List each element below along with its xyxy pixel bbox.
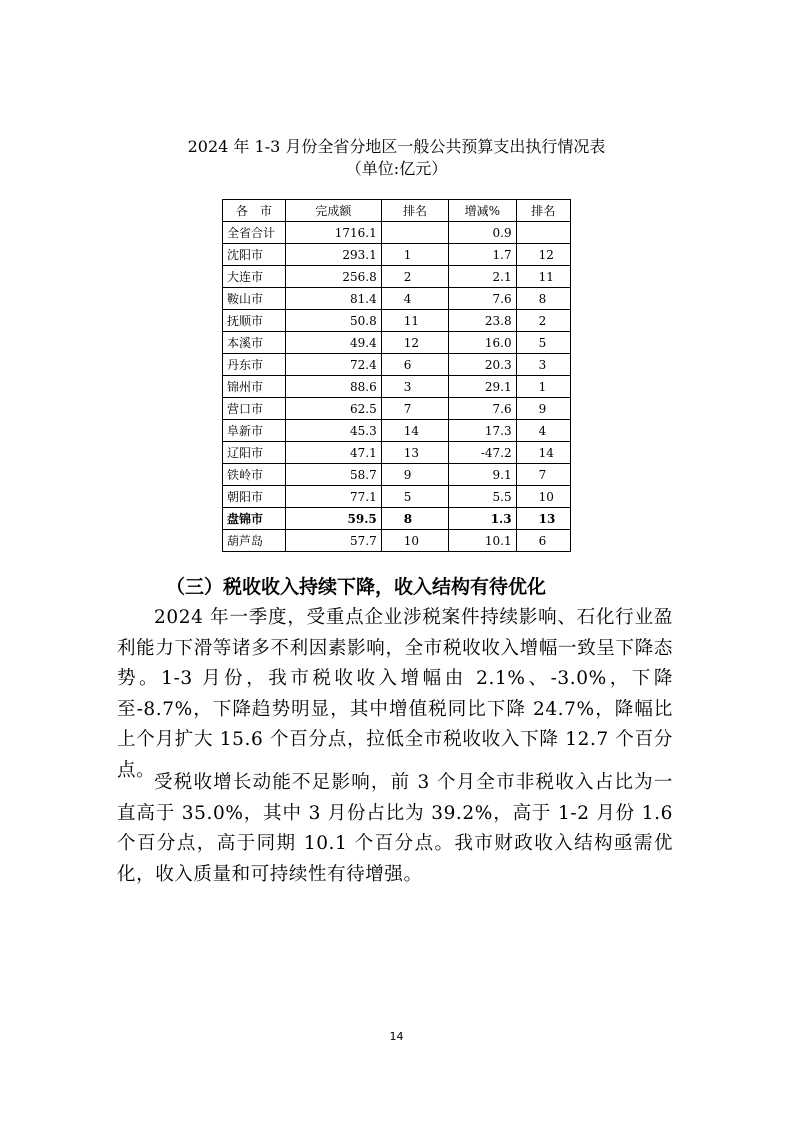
table-row (223, 530, 571, 552)
cell-change-rank: 13 (516, 508, 570, 530)
cell-rank (381, 222, 448, 244)
header-rank: 排名 (381, 200, 448, 222)
cell-amount: 47.1 (286, 442, 382, 464)
table-row (223, 288, 571, 310)
cell-city: 沈阳市 (223, 244, 286, 266)
cell-rank: 9 (381, 464, 448, 486)
cell-city: 抚顺市 (223, 310, 286, 332)
cell-city: 锦州市 (223, 376, 286, 398)
cell-amount: 59.5 (286, 508, 382, 530)
cell-city: 全省合计 (223, 222, 286, 244)
table-row (223, 354, 571, 376)
cell-change: 7.6 (449, 398, 516, 420)
cell-change-rank: 10 (516, 486, 570, 508)
table-row (223, 464, 571, 486)
cell-rank: 6 (381, 354, 448, 376)
cell-amount: 50.8 (286, 310, 382, 332)
table-row (223, 420, 571, 442)
cell-city: 朝阳市 (223, 486, 286, 508)
table-row (223, 244, 571, 266)
cell-amount: 1716.1 (286, 222, 382, 244)
table-row (223, 442, 571, 464)
cell-change: 20.3 (449, 354, 516, 376)
cell-change-rank: 4 (516, 420, 570, 442)
cell-rank: 14 (381, 420, 448, 442)
section-heading: （三）税收收入持续下降，收入结构有待优化 (166, 576, 547, 598)
cell-amount: 77.1 (286, 486, 382, 508)
cell-amount: 62.5 (286, 398, 382, 420)
cell-amount: 256.8 (286, 266, 382, 288)
cell-city: 鞍山市 (223, 288, 286, 310)
cell-city: 葫芦岛 (223, 530, 286, 552)
cell-change: 1.3 (449, 508, 516, 530)
cell-rank: 12 (381, 332, 448, 354)
cell-change: 5.5 (449, 486, 516, 508)
cell-change-rank: 6 (516, 530, 570, 552)
table-row (223, 266, 571, 288)
cell-city: 辽阳市 (223, 442, 286, 464)
cell-change-rank (516, 222, 570, 244)
table-row (223, 310, 571, 332)
cell-amount: 58.7 (286, 464, 382, 486)
cell-change-rank: 9 (516, 398, 570, 420)
cell-amount: 88.6 (286, 376, 382, 398)
cell-city: 营口市 (223, 398, 286, 420)
table-header-row (223, 200, 571, 222)
cell-change: 9.1 (449, 464, 516, 486)
cell-rank: 10 (381, 530, 448, 552)
cell-change: 7.6 (449, 288, 516, 310)
cell-change: -47.2 (449, 442, 516, 464)
paragraph-nontax-revenue: 受税收增长动能不足影响，前 3 个月全市非税收入占比为一直高于 35.0%，其中 3 月份占比为 39.2%，高于 1-2 月份 1.6 个百分点，高于同期 10.1 个百分点。我市财政收入结构亟需优化，收入质量和可持续性有待增强。 (117, 772, 673, 885)
cell-rank: 5 (381, 486, 448, 508)
cell-amount: 57.7 (286, 530, 382, 552)
cell-change-rank: 12 (516, 244, 570, 266)
table-title: 2024 年 1-3 月份全省分地区一般公共预算支出执行情况表 (187, 137, 606, 156)
table-row (223, 332, 571, 354)
cell-amount: 49.4 (286, 332, 382, 354)
cell-change-rank: 8 (516, 288, 570, 310)
cell-change-rank: 3 (516, 354, 570, 376)
table-row (223, 222, 571, 244)
cell-change-rank: 14 (516, 442, 570, 464)
cell-city: 丹东市 (223, 354, 286, 376)
header-change-rank: 排名 (516, 200, 570, 222)
cell-change: 29.1 (449, 376, 516, 398)
cell-change: 0.9 (449, 222, 516, 244)
cell-amount: 72.4 (286, 354, 382, 376)
table-unit: （单位:亿元） (345, 159, 448, 178)
page-number: 14 (389, 1030, 404, 1043)
header-city: 各 市 (223, 200, 286, 222)
cell-rank: 8 (381, 508, 448, 530)
cell-change: 10.1 (449, 530, 516, 552)
expenditure-table (222, 199, 571, 552)
cell-rank: 4 (381, 288, 448, 310)
table-row (223, 398, 571, 420)
cell-change: 23.8 (449, 310, 516, 332)
paragraph-tax-revenue: 2024 年一季度，受重点企业涉税案件持续影响、石化行业盈利能力下滑等诸多不利因素影响，全市税收收入增幅一致呈下降态势。1-3 月份，我市税收收入增幅由 2.1%、-3.0%，下降至-8.7%，下降趋势明显，其中增值税同比下降 24.7%，降幅比上个月扩大 15.6 个百分点，拉低全市税收收入下降 12.7 个百分点。 (117, 607, 673, 781)
cell-rank: 3 (381, 376, 448, 398)
cell-city: 盘锦市 (223, 508, 286, 530)
cell-amount: 45.3 (286, 420, 382, 442)
cell-city: 铁岭市 (223, 464, 286, 486)
cell-amount: 293.1 (286, 244, 382, 266)
cell-change: 17.3 (449, 420, 516, 442)
cell-rank: 13 (381, 442, 448, 464)
cell-rank: 1 (381, 244, 448, 266)
cell-change: 1.7 (449, 244, 516, 266)
header-amount: 完成额 (286, 200, 382, 222)
table-row (223, 376, 571, 398)
cell-change-rank: 5 (516, 332, 570, 354)
cell-change: 16.0 (449, 332, 516, 354)
header-change: 增减% (449, 200, 516, 222)
cell-change-rank: 7 (516, 464, 570, 486)
table-body (223, 222, 571, 552)
cell-amount: 81.4 (286, 288, 382, 310)
cell-city: 大连市 (223, 266, 286, 288)
table-row (223, 508, 571, 530)
cell-change-rank: 1 (516, 376, 570, 398)
cell-rank: 2 (381, 266, 448, 288)
cell-change-rank: 2 (516, 310, 570, 332)
cell-city: 本溪市 (223, 332, 286, 354)
cell-rank: 11 (381, 310, 448, 332)
table-row (223, 486, 571, 508)
cell-rank: 7 (381, 398, 448, 420)
cell-change-rank: 11 (516, 266, 570, 288)
cell-change: 2.1 (449, 266, 516, 288)
cell-city: 阜新市 (223, 420, 286, 442)
